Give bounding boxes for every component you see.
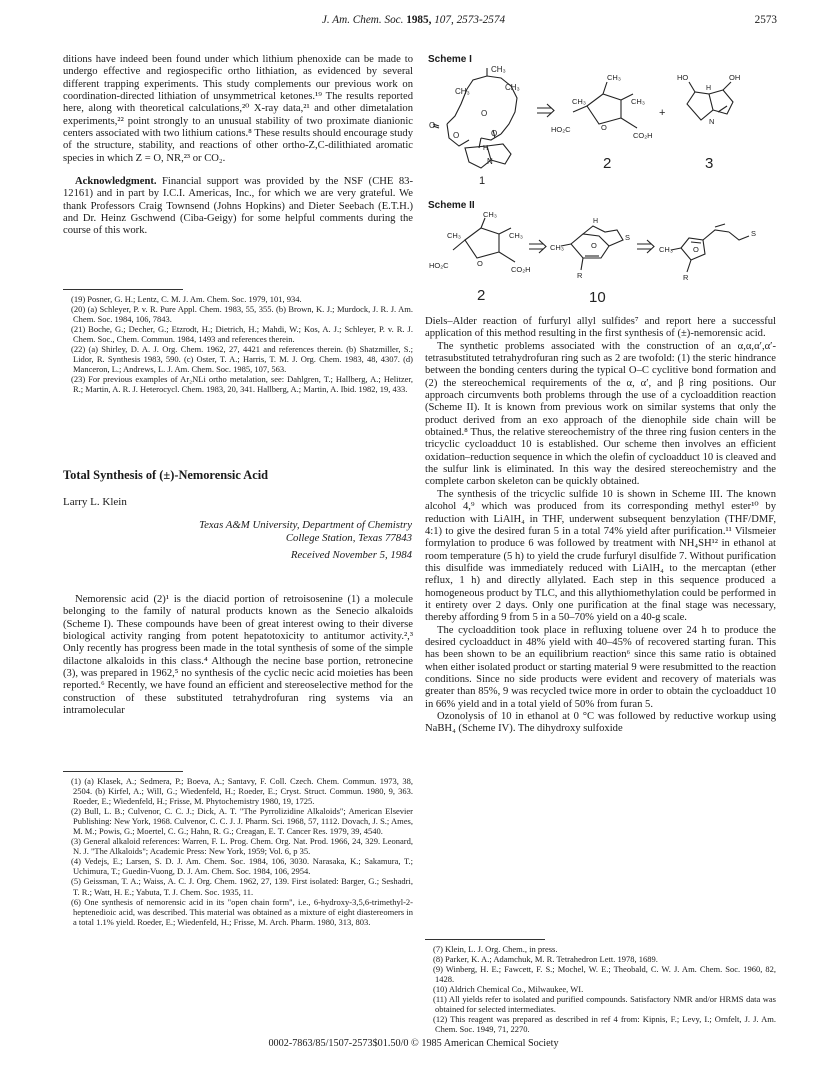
scheme-2-label: Scheme II — [428, 200, 475, 211]
ho-label: HO — [677, 73, 689, 82]
co2h-label: CO₂H — [511, 265, 531, 274]
previous-article-text — [63, 54, 413, 238]
scheme-2-drawing — [425, 210, 776, 310]
reference: (19) Posner, G. H.; Lentz, C. M. J. Am. Chem. Soc. 1979, 101, 934. — [71, 294, 302, 304]
footnote-rule — [425, 939, 545, 940]
compound-2-structure — [453, 218, 515, 262]
paragraph: The synthesis of the tricyclic sulfide 10 is shown in Scheme III. The known alcohol 4,⁹ which was produced from its corresponding methyl ester¹⁰ by reduction with LiAlH₄ in THF, underwent subsequent benzylation (THF/DMF, 4:1) to give the desired furan 5 in a total 74% yield after purification.¹¹ Vilsmeier formylation to produce 6 was followed by treatment with NH₄SH¹² in ethanol at room temperature (5 h) to yield the crude furfuryl disulfide 7. Without purification this disulfide was immediately reduced with LiAlH₄ to the mercaptan (ether reflux, 1 h) and directly allylated. Each step in this sequence produced a homogeneous product by TLC, and this allythiomethylation could be performed in it entirety over 2 days. Only one purification at the final stage was necessary, thereby affording 9 from 5 in a 50–70% yield on a 40-g scale. — [425, 488, 776, 624]
compound-label: 3 — [705, 155, 714, 172]
footnote-rule — [63, 289, 183, 290]
ho2c-label: HO₂C — [429, 261, 449, 270]
sulfur-label: S — [625, 233, 631, 242]
ch3-label: CH₃ — [455, 87, 470, 96]
ch3-label: CH₃ — [491, 65, 506, 74]
sulfur-label: S — [751, 229, 757, 238]
ch3-label: CH₃ — [509, 231, 523, 240]
oxygen-label: O — [429, 121, 436, 130]
nitrogen-label: N — [487, 157, 493, 166]
article-body-left — [63, 594, 413, 717]
hydrogen-label: H — [483, 145, 489, 152]
acknowledgment: Acknowledgment. Financial support was provided by the NSF (CHE 83-12161) and in part by I.C.I. Americas, Inc., for which we are very grateful. We thank Professors Craig Townsend (Johns Hopkins) and Dieter Seebach (E.T.H.) and Dr. Heinz Gschwend (Ciba-Geigy) for some helpful comments during the course of this work. — [63, 176, 413, 237]
received-date: Received November 5, 1984 — [290, 549, 412, 561]
oxygen-label: O — [453, 131, 460, 140]
reference: (23) For previous examples of Ar₂NLi ortho metalation, see: Dahlgren, T.; Hallberg, A.; Helitzer, R.; Martin, A. R. J. Heterocycl. Chem. 1983, 20, 341. Hallberg, A.; Martin, A. Ibid. 1982, 19, 433. — [71, 374, 413, 395]
article-title: Total Synthesis of (±)-Nemorensic Acid — [63, 468, 269, 482]
paragraph: Ozonolysis of 10 in ethanol at 0 °C was followed by reductive workup using NaBH₄ (Scheme IV). The dihydroxy sulfoxide — [425, 711, 776, 735]
running-header — [0, 12, 827, 32]
reference: (22) (a) Shirley, D. A. J. Org. Chem. 1962, 27, 4421 and references therein. (b) Shatzmiller, S.; Lidor, R. Synthesis 1983, 590. (c) Oster, T. A.; Harris, T. M. J. Org. Chem. 1983, 48, 4307. (d) Manceron, L.; Andrews, L. J. Am. Chem. Soc. 1985, 107, 563. — [71, 344, 413, 375]
hydrogen-label: H — [706, 85, 712, 92]
paragraph: Nemorensic acid (2)¹ is the diacid portion of retroisosenine (1) a molecule belonging to the family of natural products known as the Senecio alkaloids (Scheme I). These compounds have been of great interest owing to their diverse biological activity ranging from potent hepatotoxicity to antitumor activity.²,³ Only recently has progress been made in the total synthesis of some of the simple dilactone alkaloids in this class.⁴ Although the necine base portion, retronecine (3), was prepared in 1962,⁵ no synthesis of the cyclic necic acid moieties has been reported.⁶ Recently, we have found an efficient and stereoselective method for the construction of these substituted tetrahydrofuran ring systems via an intramolecular — [63, 594, 413, 717]
page-footer: 0002-7863/85/1507-2573$01.50/0 © 1985 American Chemical Society — [268, 1038, 559, 1049]
reference: (11) All yields refer to isolated and purified compounds. Satisfactory NMR and/or HRMS data was obtained for selected intermediates. — [433, 994, 776, 1015]
scheme-1-drawing — [425, 64, 776, 190]
reference: (2) Bull, L. B.; Culvenor, C. C. J.; Dick, A. T. "The Pyrrolizidine Alkaloids"; American Elsevier Publishing: New York, 1968. Culvenor, C. C. J. J. Pharm. Sci. 1968, 57, 1112. Dovach, J. S.; Ames, M. M.; Powis, G.; Moertel, C. G.; Hahn, R. G.; Creagan, E. T. Cancer Res. 1979, 39, 4540. — [71, 806, 413, 837]
affiliation — [63, 519, 412, 562]
ch3-label: CH₃ — [607, 73, 621, 82]
references-top — [63, 294, 413, 394]
affiliation-line: College Station, Texas 77843 — [285, 532, 412, 544]
references-bottom — [63, 776, 413, 927]
paragraph: The cycloaddition took place in refluxing toluene over 24 h to produce the desired cycloadduct in 48% yield with 40–45% of recovered starting furan. This has been shown to be an equilibrium reaction⁶ since this same ratio is obtained when either isolated product or starting material 9 were resubmitted to the reaction conditions. Since no side products were evident and recovery of materials was greater than 85%, 9 was recycled twice more in order to obtain the cycloadduct 10 in 66% yield and in a total yield of 50% from furan 5. — [425, 624, 776, 710]
retro-arrow — [637, 240, 654, 253]
reference: (6) One synthesis of nemorensic acid in its "open chain form", i.e., 6-hydroxy-3,5,6-trimethyl-2-heptenedioic acid, was described. This material was obtained as a mixture of eight diastereomers in a total 1.1% yield. Roeder, E.; Wiedenfeld, H.; Frisse, M. Arch. Pharm. 1980, 313, 803. — [71, 896, 413, 927]
ch3-label: CH₃ — [572, 97, 586, 106]
reference: (8) Parker, K. A.; Adamchuk, M. R. Tetrahedron Lett. 1978, 1689. — [433, 954, 658, 965]
hydrogen-label: H — [593, 218, 599, 225]
reference: (4) Vedejs, E.; Larsen, S. D. J. Am. Chem. Soc. 1984, 106, 3030. Narasaka, K.; Sakamura, T.; Uchimura, T.; Guedin-Vuong, D. J. Am. Chem. Soc. 1984, 106, 2954. — [71, 856, 413, 877]
article-body-right — [425, 316, 776, 736]
reference: (12) This reagent was prepared as described in ref 4 from: Kipnis, F.; Levy, I.; Ornfelt, J. J. Am. Chem. Soc. 1949, 71, 2270. — [433, 1014, 776, 1035]
r-label: R — [577, 271, 583, 280]
retro-arrow — [529, 240, 546, 253]
oxygen-label: O — [491, 129, 498, 138]
paragraph: Diels–Alder reaction of furfuryl allyl sulfides⁷ and report here a successful application of this method resulting in the first synthesis of (±)-nemorensic acid. — [425, 316, 776, 340]
reference: (1) (a) Klasek, A.; Sedmera, P.; Boeva, A.; Santavy, F. Coll. Czech. Chem. Commun. 1973, 38, 2504. (b) Kirfel, A.; Will, G.; Wiedenfeld, H.; Roeder, E.; Cryst. Struct. Commun. 1980, 9, 363. Roeder, E.; Wiedenfeld, H.; Frisse, M. Phytochemistry 1980, 19, 1725. — [71, 776, 413, 807]
co2h-label: CO₂H — [633, 131, 653, 140]
reference: (21) Boche, G.; Decher, G.; Etzrodt, H.; Dietrich, H.; Mahdi, W.; Kos, A. J.; Schleyer, P. v. R. J. Chem. Soc., Chem. Commun. 1984, 1493 and references therein. — [71, 324, 413, 345]
compound-label: 2 — [603, 155, 612, 172]
footnote-rule — [63, 771, 183, 772]
scheme-1-label: Scheme I — [428, 54, 472, 65]
oxygen-label: O — [481, 109, 488, 118]
author: Larry L. Klein — [63, 496, 127, 508]
reference: (7) Klein, L. J. Org. Chem., in press. — [433, 944, 558, 954]
reference: (3) General alkaloid references: Warren, F. L. Prog. Chem. Org. Nat. Prod. 1966, 24, 329. Leonard, N. J. "The Alkaloids"; Academic Press: New York, 1959; Vol. 6, p 35. — [71, 836, 413, 857]
references-right — [425, 944, 776, 1034]
oxygen-label: O — [591, 241, 597, 250]
ho2c-label: HO₂C — [551, 125, 571, 134]
nitrogen-label: N — [709, 117, 715, 126]
reference: (10) Aldrich Chemical Co., Milwaukee, WI. — [433, 984, 584, 995]
reference: (9) Winberg, H. E.; Fawcett, F. S.; Mochel, W. E.; Theobald, C. W. J. Am. Chem. Soc. 1960, 82, 1428. — [433, 964, 776, 985]
journal-citation: J. Am. Chem. Soc. 1985, 107, 2573-2574 — [321, 14, 506, 26]
paragraph: ditions have indeed been found under which lithium phenoxide can be made to undergo effective and regiospecific ortho lithiation, as evidenced by several different trapping experiments. This study complements our previous work on coordination-directed lithiation of unsymmetrical ketones.¹⁹ The results reported here, along with theoretical calculations,²⁰ X-ray data,²¹ and other dimetalation experiments,²² point strongly to an unusual stability of two proximate dianionic centers associated with two lithium cations.⁸ These results should encourage study of the structure, stability, and reactions of other ortho-Z,C-dilithiated aromatic species in which Z = O, NR,²³ or CO₂. — [63, 54, 413, 164]
affiliation-line: Texas A&M University, Department of Chemistry — [199, 519, 412, 531]
compound-9-structure — [671, 224, 749, 272]
ch3-label: CH₃ — [659, 245, 673, 254]
page-number: 2573 — [754, 14, 777, 26]
compound-label: 2 — [477, 287, 486, 304]
reference: (5) Geissman, T. A.; Waiss, A. C. J. Org. Chem. 1962, 27, 139. First isolated: Barger, G.; Seshadri, T. R.; Watt, H. E.; Yabuta, T. J. Chem. Soc. 1935, 11. — [71, 876, 413, 897]
compound-label: 10 — [589, 289, 606, 306]
compound-label: 1 — [479, 175, 486, 187]
oxygen-label: O — [477, 259, 483, 268]
ch3-label: CH₃ — [631, 97, 645, 106]
plus-sign: + — [659, 107, 666, 119]
reference: (20) (a) Schleyer, P. v. R. Pure Appl. Chem. 1983, 55, 355. (b) Brown, K. J.; Murdock, J. R. J. Am. Chem. Soc. 1984, 106, 7843. — [71, 304, 413, 325]
oh-label: OH — [729, 73, 741, 82]
paragraph: The synthetic problems associated with the construction of an α,α,α′,α′-tetrasubstituted tetrahydrofuran ring such as 2 are twofold: (1) the steric hindrance between the bonding centers during the typical O–C cyclitive bond formation and (2) the stereochemical requirements of the α, α′, and β ring positions. Our approach circumvents both problems through the use of a cycloaddition reaction (Scheme II). It is known from previous work on similar systems that only the product derived from an exo approach of the dienophile side chain will be obtained.⁸ Thus, the relative stereochemistry of the three ring fusion centers in the tricyclic cycloadduct 10 is established. Our scheme then involves an efficient oxidation–reduction sequence in which the olefin of cycloadduct 10 is cleaved and the sulfur link is eliminated. In this way the desired stereochemistry and the complete carbon skeleton can be quickly obtained. — [425, 340, 776, 488]
ch3-label: CH₃ — [505, 83, 520, 92]
oxygen-label: O — [693, 245, 699, 254]
r-label: R — [683, 273, 689, 282]
ch3-label: CH₃ — [483, 210, 497, 219]
retro-arrow — [537, 104, 554, 117]
oxygen-label: O — [601, 123, 607, 132]
ch3-label: CH₃ — [550, 243, 564, 252]
ch3-label: CH₃ — [447, 231, 461, 240]
